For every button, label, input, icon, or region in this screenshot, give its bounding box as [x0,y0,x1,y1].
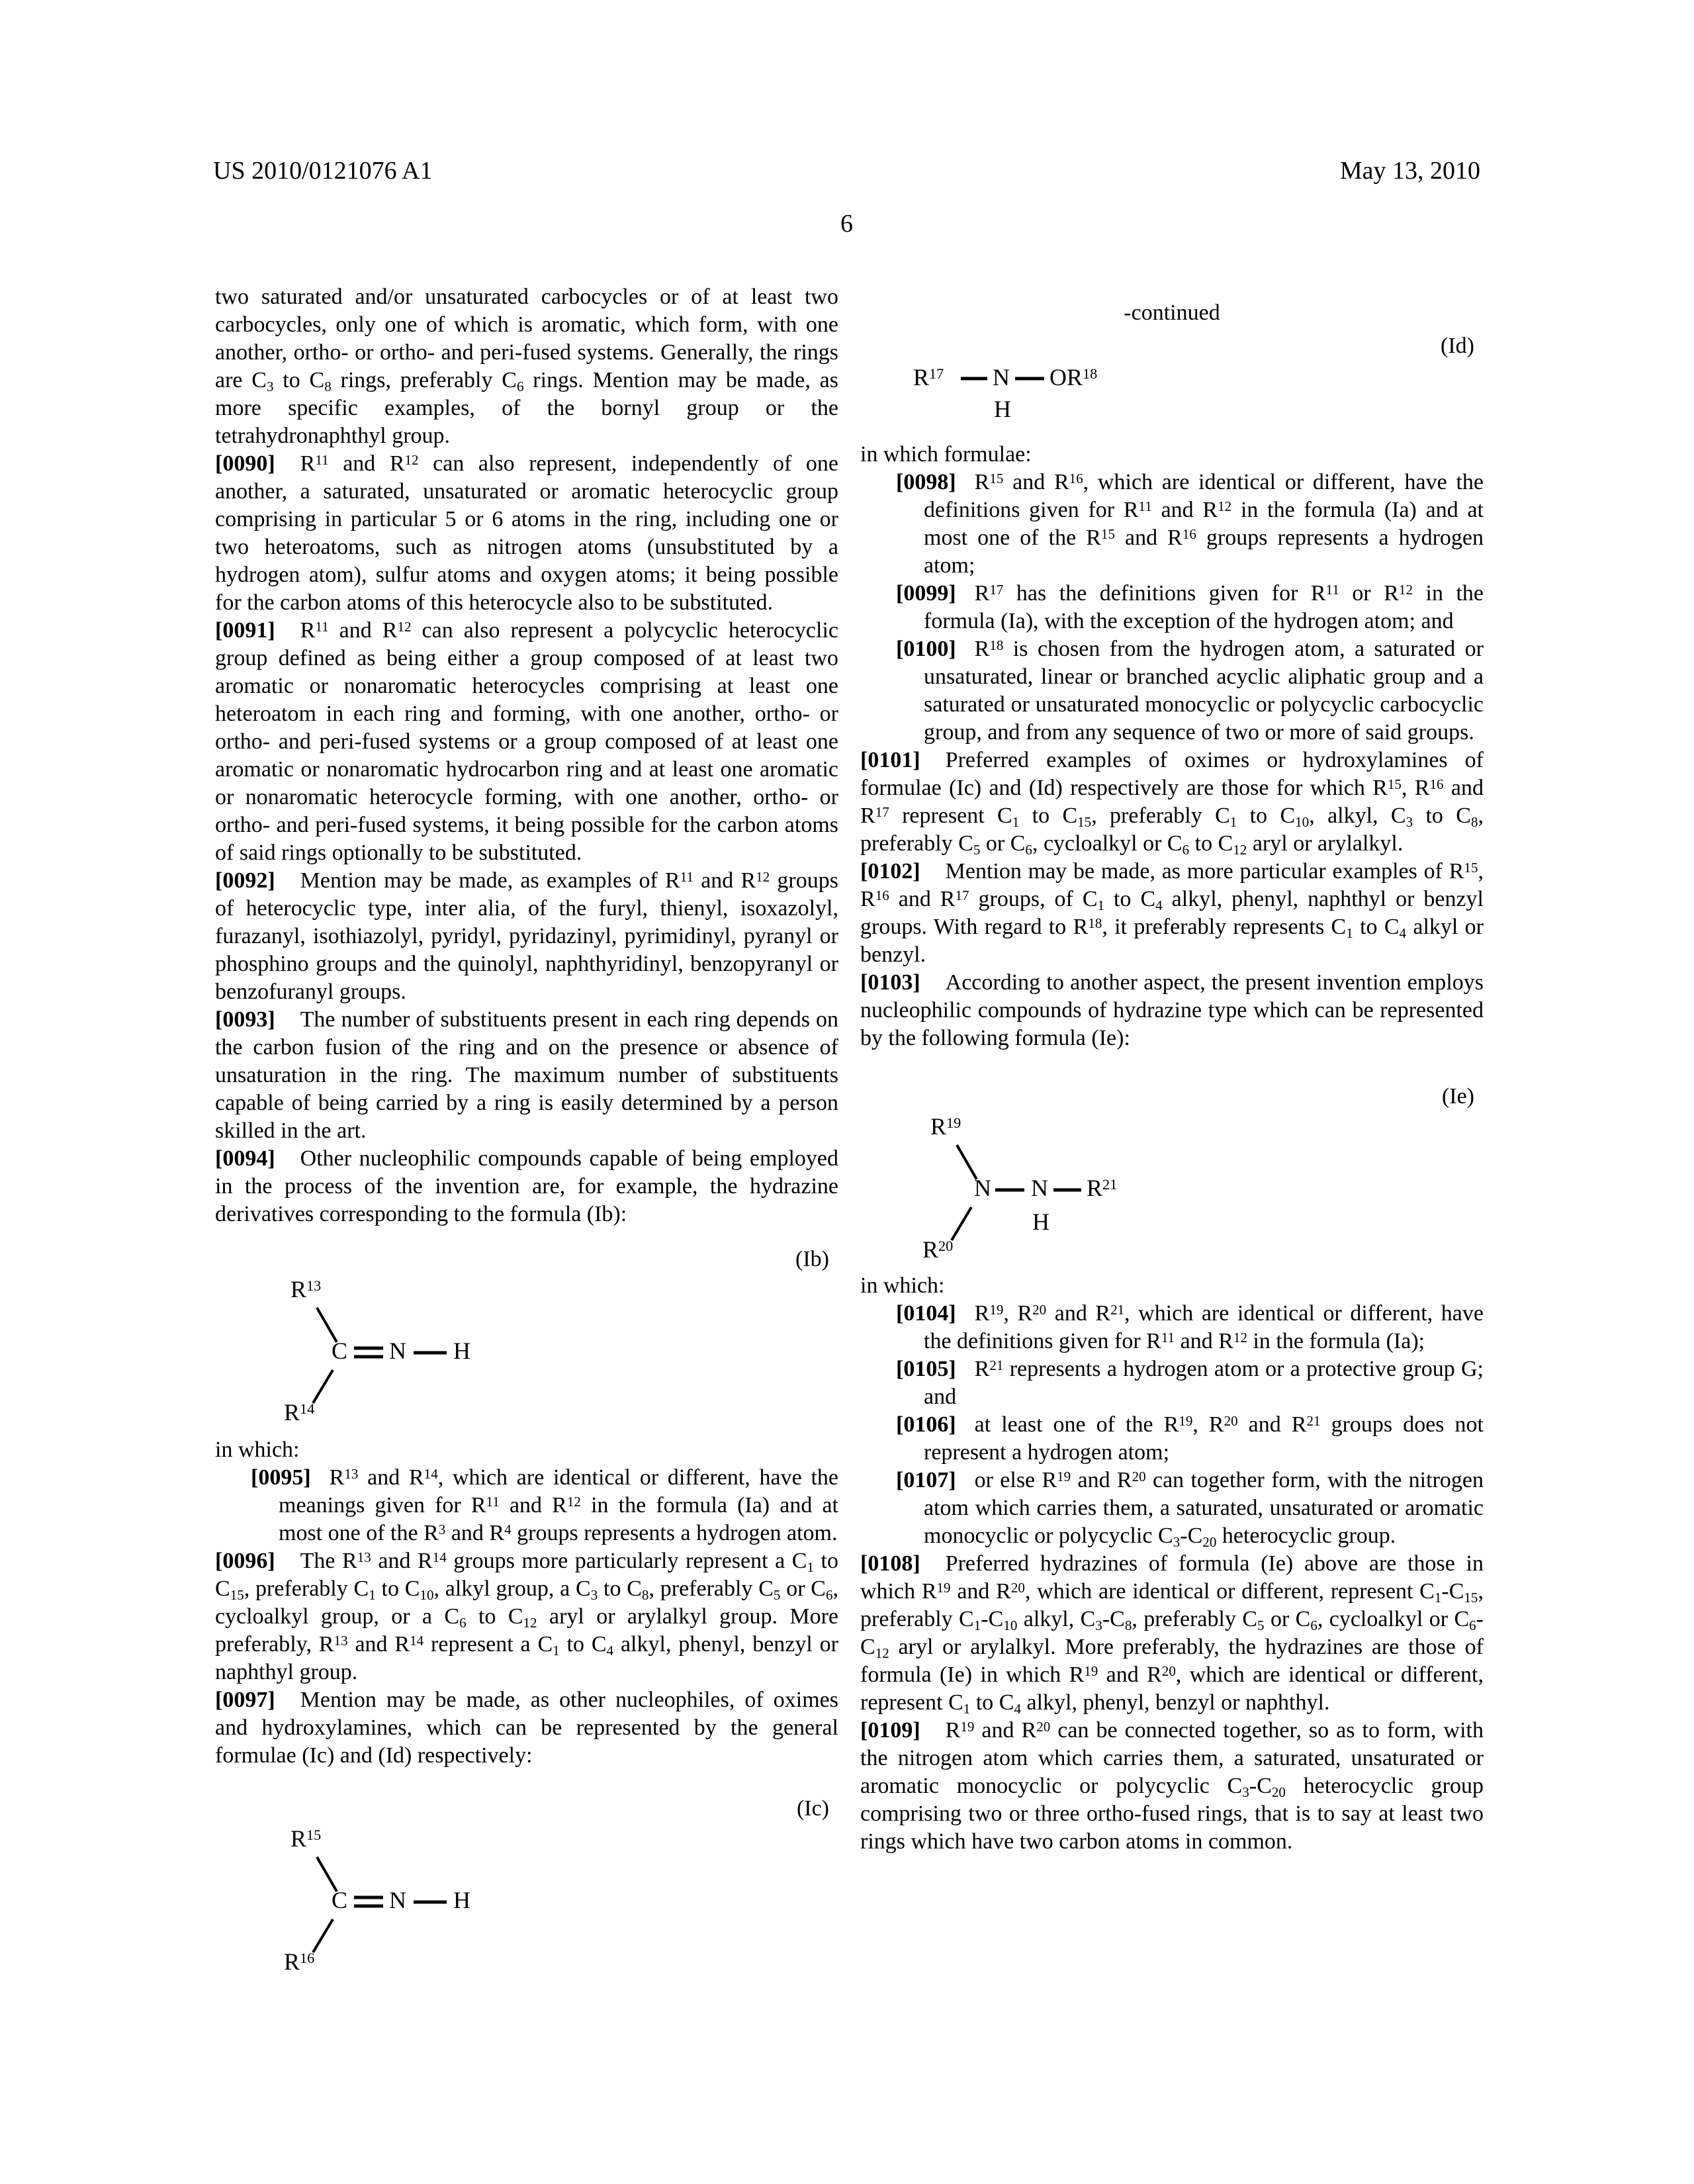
paragraph-number: [0096] [215,1549,275,1573]
atom-label: N [389,1338,406,1364]
paragraph-0099 [860,580,1484,635]
atom-label: $R^{16}$ [284,1948,315,1975]
atom-label: H [994,396,1011,422]
paragraph-number: [0107] [896,1468,956,1492]
in-which-label: in which: [215,1437,300,1462]
paragraph-0109 [860,1717,1484,1856]
continued-label: -continued [1124,300,1220,325]
formula-ic-label: (Ic) [796,1796,829,1821]
atom-label: $R^{15}$ [290,1825,322,1852]
atom-label: H [453,1338,470,1364]
paragraph-text: $R^{15}$ and $R^{16}$, which are identical or different, have the definitions given for $R^{11}$ and $R^{12}$ in the formula (Ia) and at most one of the $R^{15}$ and $R^{16}$ groups represents a hydrogen atom; [924,470,1484,578]
atom-label: $R^{20}$ [922,1236,954,1263]
paragraph-text: $R^{18}$ is chosen from the hydrogen atom, a saturated or unsaturated, linear or branched acyclic aliphatic group and a saturated or unsaturated monocyclic or polycyclic carbocyclic group, and from any sequence of two or more of said groups. [924,637,1484,745]
paragraph-number: [0091] [215,618,275,643]
atom-label: $R^{19}$ [930,1113,961,1140]
paragraph-0100 [860,635,1484,747]
paragraph-0094 [215,1145,838,1228]
paragraph-number: [0109] [860,1718,920,1743]
paragraph-text: $R^{21}$ represents a hydrogen atom or a protective group G; and [924,1357,1484,1409]
paragraph-text: $R^{11}$ and $R^{12}$ can also represent a polycyclic heterocyclic group defined as being either a group composed of at least two aromatic or nonaromatic heterocycles comprising at least one heteroatom in each ring and forming, with one another, ortho- or ortho- and peri-fused systems or a group composed of at least one aromatic or nonaromatic hydrocarbon ring and at least one aromatic or nonaromatic heterocycle forming, with one another, ortho- or ortho- and peri-fused systems, it being possible for the carbon atoms of said rings optionally to be substituted. [215,618,838,865]
paragraph-text: at least one of the $R^{19}$, $R^{20}$ and $R^{21}$ groups does not represent a hydrogen atom; [924,1412,1484,1465]
paragraph-0105 [860,1355,1484,1411]
paragraph-number: [0105] [896,1357,956,1381]
atom-label: $R^{17}$ [913,364,944,390]
formula-ib-label: (Ib) [795,1247,829,1271]
atom-label: OR$^{18}$ [1049,364,1098,390]
paragraph-text: Preferred examples of oximes or hydroxylamines of formulae (Ic) and (Id) respectively are those for which $R^{15}$, $R^{16}$ and $R^{17}$ represent $C_1$ to $C_{15}$, preferably $C_1$ to $C_{10}$, alkyl, $C_3$ to $C_8$, preferably $C_5$ or $C_6$, cycloalkyl or $C_6$ to $C_{12}$ aryl or arylalkyl. [860,748,1484,858]
paragraph-text: $R^{17}$ has the definitions given for $R^{11}$ or $R^{12}$ in the formula (Ia), with the exception of the hydrogen atom; and [924,581,1484,633]
paragraph-0091 [215,617,838,867]
paragraph-number: [0094] [215,1146,275,1171]
paragraph-0107 [860,1467,1484,1550]
paragraph-text: The number of substituents present in each ring depends on the carbon fusion of the ring and on the presence or absence of unsaturation in the ring. The maximum number of substituents capable of being carried by a ring is easily determined by a person skilled in the art. [215,1007,838,1143]
publication-date: May 13, 2010 [1339,157,1480,185]
paragraph-text: Mention may be made, as more particular examples of $R^{15}$, $R^{16}$ and $R^{17}$ groups, of $C_1$ to $C_4$ alkyl, phenyl, naphthyl or benzyl groups. With regard to $R^{18}$, it preferably represents $C_1$ to $C_4$ alkyl or benzyl. [860,859,1484,967]
page-number: 6 [840,210,853,238]
paragraph-number: [0092] [215,868,275,893]
paragraph-0090 [215,450,838,617]
paragraph-number: [0108] [860,1551,920,1576]
column-right [860,299,1484,1856]
paragraph-0102 [860,858,1484,969]
paragraph-text: or else $R^{19}$ and $R^{20}$ can together form, with the nitrogen atom which carries them, a saturated, unsaturated or aromatic monocyclic or polycyclic $C_3-C_{20}$ heterocyclic group. [924,1468,1484,1550]
paragraph-0092 [215,867,838,1006]
atom-label: $R^{21}$ [1087,1175,1118,1201]
paragraph-text: Mention may be made, as examples of $R^{11}$ and $R^{12}$ groups of heterocyclic type, inter alia, of the furyl, thienyl, isoxazolyl, furazanyl, isothiazolyl, pyridyl, pyridazinyl, pyrimidinyl, pyranyl or phosphino groups and the quinolyl, naphthyridinyl, benzopyranyl or benzofuranyl groups. [215,868,838,1004]
paragraph-number: [0099] [896,581,956,606]
paragraph-text: Preferred hydrazines of formula (Ie) above are those in which $R^{19}$ and $R^{20}$, which are identical or different, represent $C_1-C_{15}$, preferably $C_1-C_{10}$ alkyl, $C_3-C_8$, preferably $C_5$ or $C_6$, cycloalkyl or $C_6-C_{12}$ aryl or arylalkyl. More preferably, the hydrazines are those of formula (Ie) in which $R^{19}$ and $R^{20}$, which are identical or different, represent $C_1$ to $C_4$ alkyl, phenyl, benzyl or naphthyl. [860,1551,1484,1717]
paragraph-number: [0104] [896,1301,956,1326]
paragraph-number: [0106] [896,1412,956,1437]
atom-label: N [974,1175,991,1201]
atom-label: C [332,1887,348,1913]
paragraph-0093 [215,1006,838,1145]
paragraph-text: $R^{19}$ and $R^{20}$ can be connected together, so as to form, with the nitrogen atom which carries them, a saturated, unsaturated or aromatic monocyclic or polycyclic $C_3-C_{20}$ heterocyclic group comprising two or three ortho-fused rings, that is to say at least two rings which have two carbon atoms in common. [860,1718,1484,1854]
paragraph-number: [0098] [896,470,956,494]
paragraph-0106 [860,1411,1484,1467]
in-which-formulae-label: in which formulae: [860,442,1032,467]
formula-ic [273,1825,525,1976]
paragraph-text: two saturated and/or unsaturated carbocycles or of at least two carbocycles, only one of which is aromatic, which form, with one another, ortho- or ortho- and peri-fused systems. Generally, the rings are $C_3$ to $C_8$ rings, preferably $C_6$ rings. Mention may be made, as more specific examples, of the bornyl group or the tetrahydronaphthyl group. [215,285,838,448]
paragraph-number: [0090] [215,451,275,476]
atom-label: N [1031,1175,1048,1201]
paragraph-text: The $R^{13}$ and $R^{14}$ groups more particularly represent a $C_1$ to $C_{15}$, preferably $C_1$ to $C_{10}$, alkyl group, a $C_3$ to $C_8$, preferably $C_5$ or $C_6$, cycloalkyl group, or a $C_6$ to $C_{12}$ aryl or arylalkyl group. More preferably, $R^{13}$ and $R^{14}$ represent a $C_1$ to $C_4$ alkyl, phenyl, benzyl or naphthyl group. [215,1549,839,1684]
formula-id-label: (Id) [1441,334,1474,358]
paragraph-number: [0102] [860,859,920,884]
paragraph-text: Other nucleophilic compounds capable of being employed in the process of the invention are, for example, the hydrazine derivatives corresponding to the formula (Ib): [215,1146,838,1226]
formula-ie-label: (Ie) [1441,1084,1474,1109]
paragraph-0104 [860,1300,1484,1355]
page-header [213,156,1480,185]
paragraph-number: [0103] [860,970,920,995]
publication-number: US 2010/0121076 A1 [213,157,433,185]
formula-ib [273,1276,525,1427]
paragraph-number: [0093] [215,1007,275,1032]
paragraph-text: $R^{19}$, $R^{20}$ and $R^{21}$, which are identical or different, have the definitions given for $R^{11}$ and $R^{12}$ in the formula (Ia); [924,1301,1484,1353]
paragraph-number: [0101] [860,748,920,772]
atom-label: H [453,1887,470,1913]
paragraph-0101 [860,747,1484,858]
paragraph-0103 [860,969,1484,1052]
atom-label: N [993,364,1010,390]
paragraph-0097 [215,1686,838,1770]
paragraph-text: $R^{13}$ and $R^{14}$, which are identical or different, have the meanings given for $R^{11}$ and $R^{12}$ in the formula (Ia) and at most one of the $R^3$ and $R^4$ groups represents a hydrogen atom. [279,1465,838,1545]
paragraph-number: [0100] [896,637,956,661]
paragraph-0096 [215,1547,838,1686]
paragraph-text: According to another aspect, the present invention employs nucleophilic compounds of hydrazine type which can be represented by the following formula (Ie): [860,970,1484,1050]
paragraph-intro [215,283,838,450]
atom-label: C [332,1338,348,1364]
paragraph-text: $R^{11}$ and $R^{12}$ can also represent, independently of one another, a saturated, unsaturated or aromatic heterocyclic group comprising in particular 5 or 6 atoms in the ring, including one or two heteroatoms, such as nitrogen atoms (unsubstituted by a hydrogen atom), sulfur atoms and oxygen atoms; it being possible for the carbon atoms of this heterocycle also to be substituted. [215,451,838,615]
paragraph-0098 [860,469,1484,580]
atom-label: H [1032,1208,1049,1235]
in-which-label: in which: [860,1273,945,1298]
paragraph-number: [0097] [215,1688,275,1712]
atom-label: N [389,1887,406,1913]
column-left [215,283,838,1985]
paragraph-text: Mention may be made, as other nucleophiles, of oximes and hydroxylamines, which can be represented by the general formulae (Ic) and (Id) respectively: [215,1688,838,1768]
formula-id [913,364,1198,433]
paragraph-0095 [215,1464,838,1547]
paragraph-number: [0095] [251,1465,311,1490]
atom-label: $R^{13}$ [290,1276,322,1302]
atom-label: $R^{14}$ [284,1399,315,1426]
formula-ie [913,1113,1198,1263]
paragraph-0108 [860,1550,1484,1717]
